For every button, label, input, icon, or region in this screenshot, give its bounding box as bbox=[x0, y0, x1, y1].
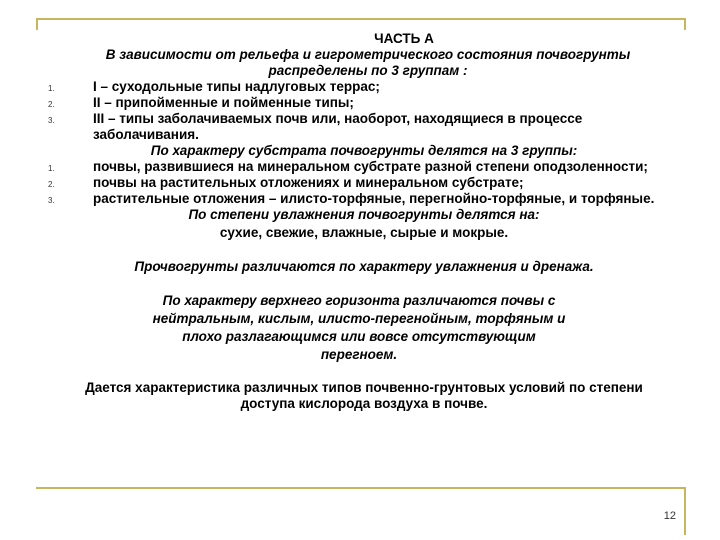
list-number: 1. bbox=[48, 84, 55, 93]
list-number: 3. bbox=[48, 116, 55, 125]
list-item-text: III – типы заболачиваемых почв или, наоборот, находящиеся в процессе заболачивания. bbox=[93, 111, 583, 142]
list-number: 3. bbox=[48, 196, 55, 205]
list-item bbox=[40, 175, 688, 191]
list-item-text: растительные отложения – илисто-торфяные, перегнойно-торфяные, и торфяные. bbox=[93, 191, 655, 206]
frame-right-tick bbox=[684, 18, 686, 30]
relief-intro: В зависимости от рельефа и гигрометрического состояния почвогрунты распределены по 3 группам : bbox=[105, 47, 631, 78]
slide-content bbox=[40, 31, 688, 412]
list-item bbox=[40, 191, 688, 207]
slide-title: ЧАСТЬ А bbox=[374, 31, 434, 46]
list-item bbox=[40, 79, 688, 95]
upper-horizon-text: По характеру верхнего горизонта различаются почвы с нейтральным, кислым, илисто-перегнойным, торфяным и плохо разлагающимся или вовсе отсутствующим перегноем. bbox=[152, 293, 566, 362]
list-number: 1. bbox=[48, 164, 55, 173]
moisture-types: сухие, свежие, влажные, сырые и мокрые. bbox=[219, 225, 509, 240]
frame-top-line bbox=[36, 18, 684, 20]
list-item-text: почвы на растительных отложениях и минеральном субстрате; bbox=[93, 175, 524, 190]
list-item bbox=[40, 95, 688, 111]
moisture-drainage-note: Прочвогрунты различаются по характеру увлажнения и дренажа. bbox=[134, 259, 594, 274]
list-item bbox=[40, 159, 688, 175]
page-number: 12 bbox=[663, 510, 676, 522]
list-item-text: I – суходольные типы надлуговых террас; bbox=[93, 79, 380, 94]
characteristic-note: Дается характеристика различных типов почвенно-грунтовых условий по степени доступа кислорода воздуха в почве. bbox=[85, 380, 643, 411]
list-item bbox=[40, 111, 688, 143]
list-number: 2. bbox=[48, 100, 55, 109]
list-number: 2. bbox=[48, 180, 55, 189]
list-item-text: II – припойменные и пойменные типы; bbox=[93, 95, 354, 110]
frame-bottom-line bbox=[36, 487, 684, 489]
substrate-intro: По характеру субстрата почвогрунты делятся на 3 группы: bbox=[150, 143, 578, 158]
frame-bottom-right-line bbox=[684, 487, 686, 535]
list-item-text: почвы, развившиеся на минеральном субстрате разной степени оподзоленности; bbox=[93, 159, 648, 174]
moisture-intro: По степени увлажнения почвогрунты делятся на: bbox=[188, 207, 540, 222]
frame-left-tick bbox=[36, 18, 38, 30]
